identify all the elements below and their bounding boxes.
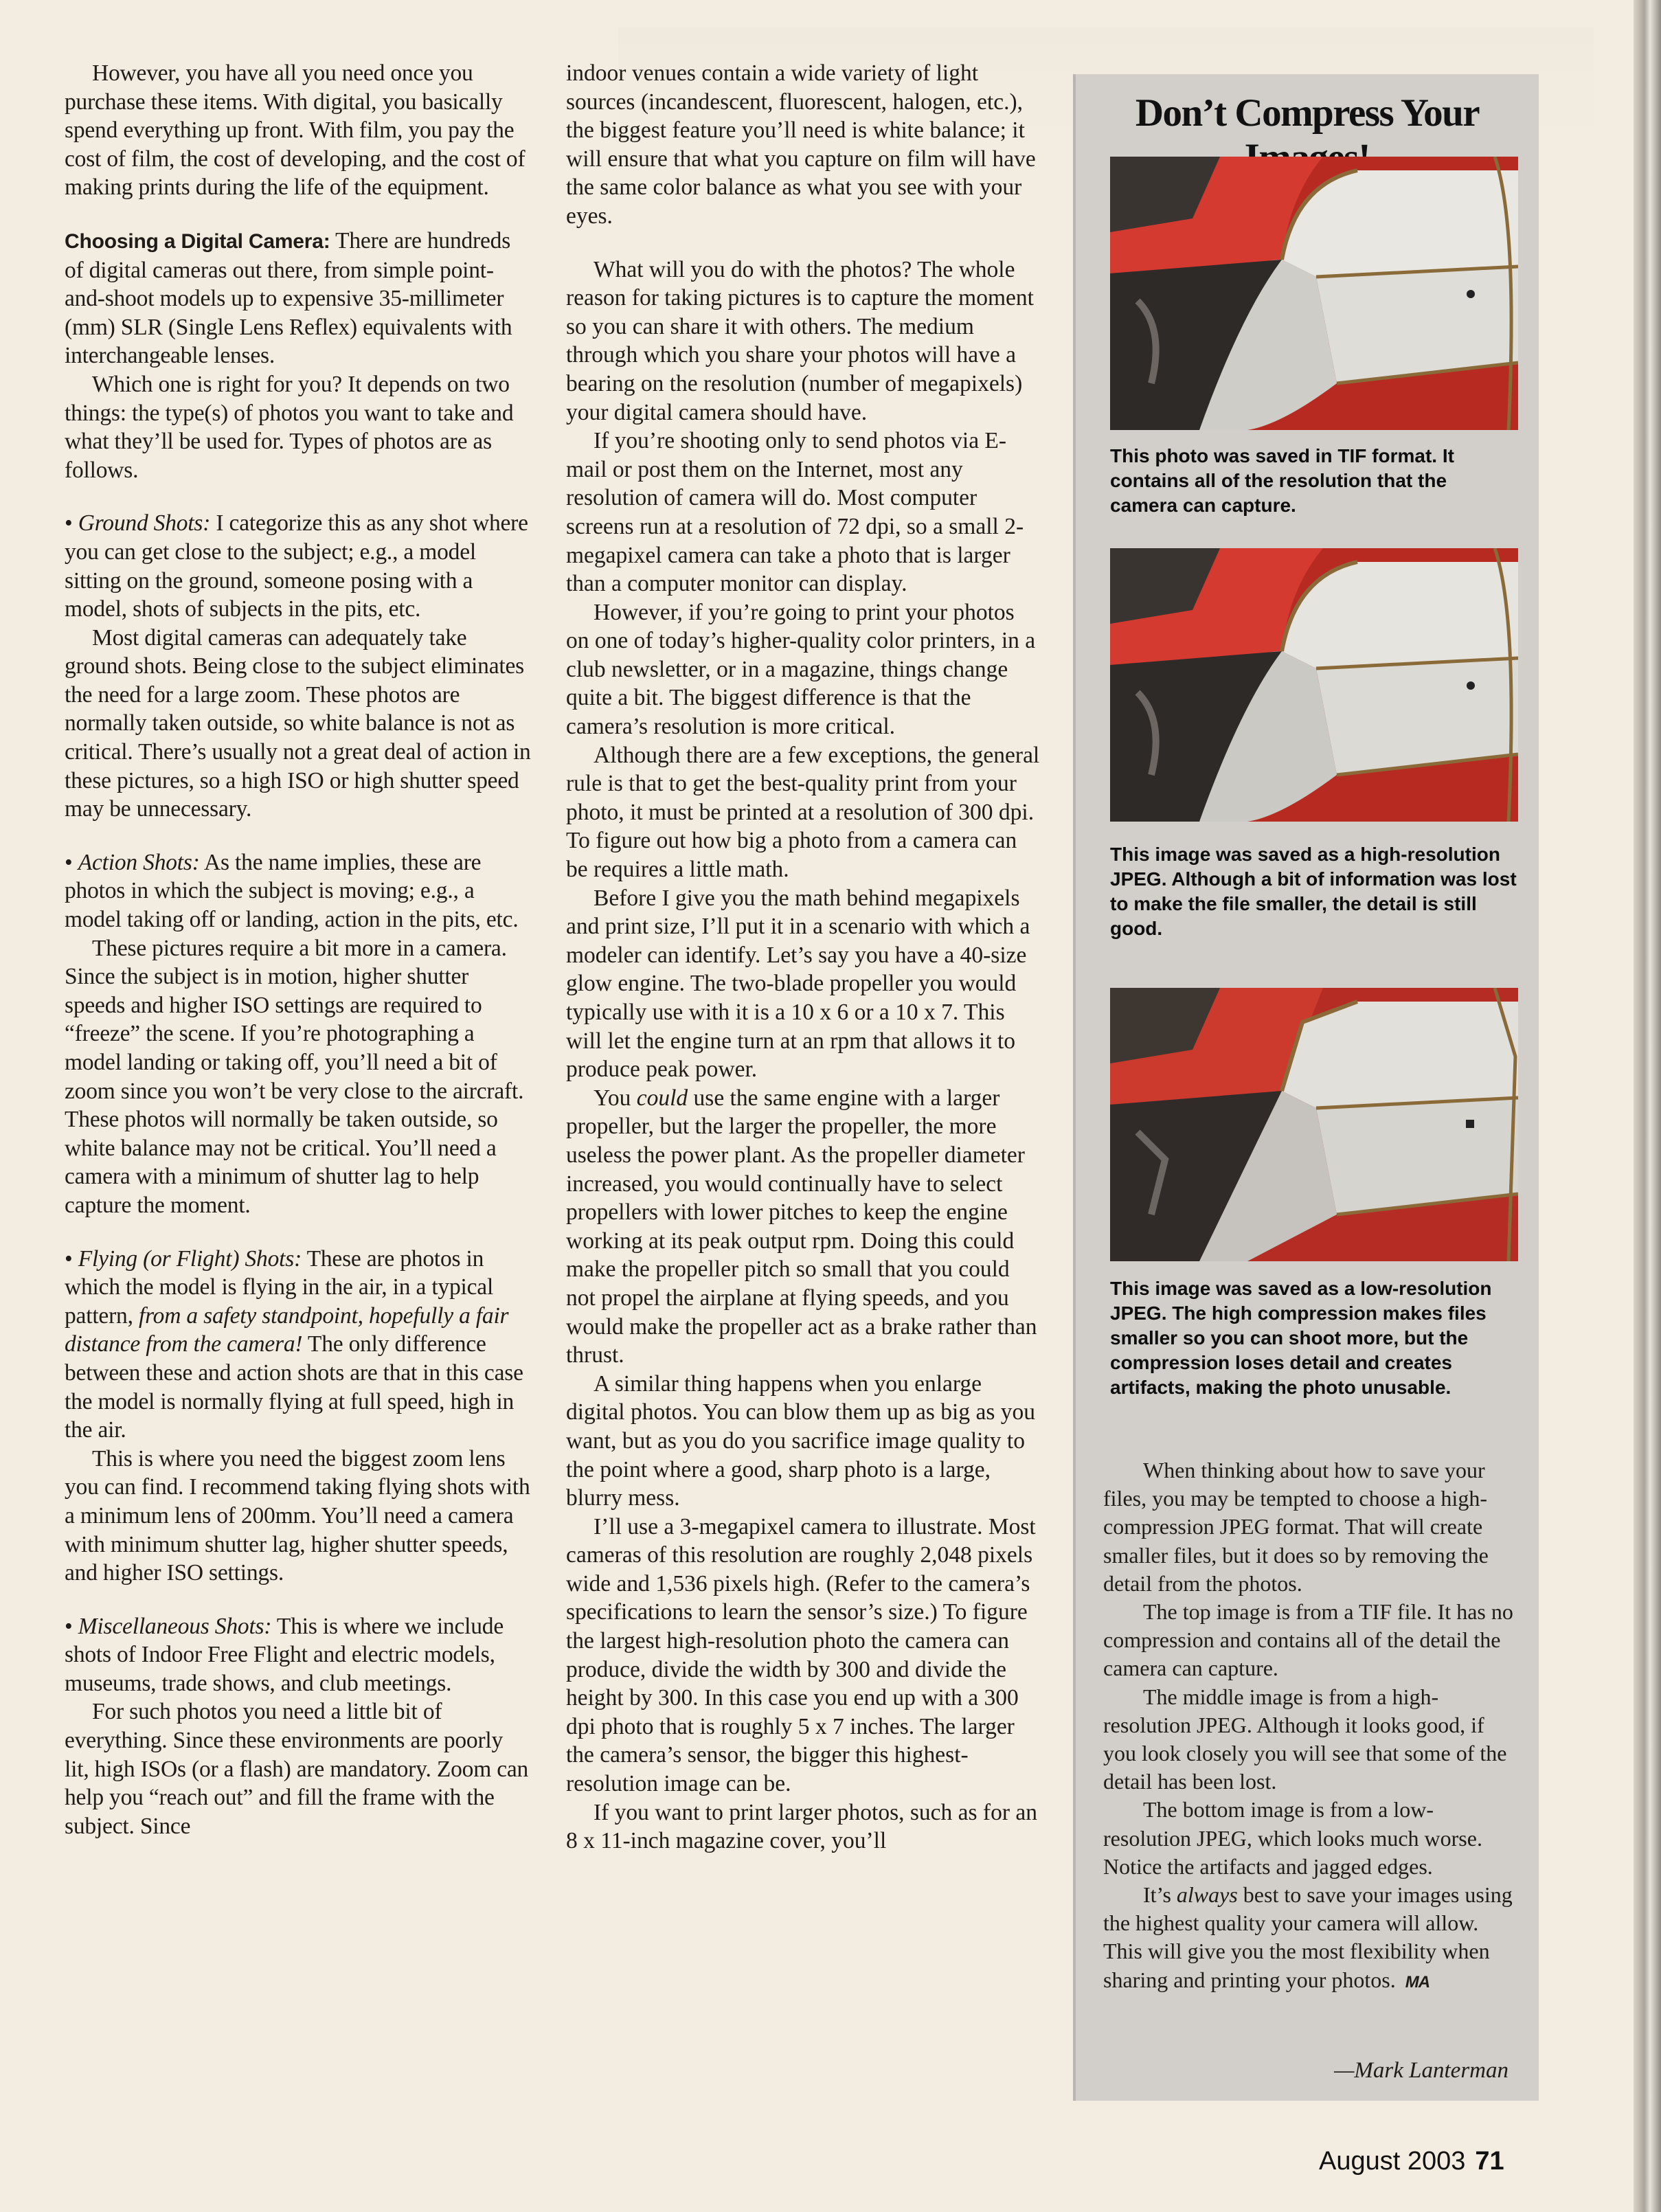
bullet-heading: Action Shots: (78, 849, 200, 875)
paragraph-text: The only difference between these and action shots are that in this case the model is normally flying at full speed, high in the air. (65, 1331, 523, 1443)
paragraph: The middle image is from a high-resolution JPEG. Although it looks good, if you look closely you will see that some of the detail has been lost. (1103, 1684, 1507, 1794)
author-byline: —Mark Lanterman (1334, 2058, 1509, 2083)
paragraph-could (566, 1084, 1040, 1370)
paragraph-text: It’s (1143, 1882, 1177, 1908)
paragraph-flying: • Flying (or Flight) Shots: These are photos in which the model is flying in the air, in a typical pattern, from a safety standpoint, hopefully a fair distance from the camera! The only difference between these and action shots are that in this case the model is normally flying at full speed, high in the air. (65, 1245, 523, 1443)
paragraph-text: This is where we include shots of Indoor Free Flight and electric models, museums, trade shows, and club meetings. (65, 1613, 504, 1696)
bullet-heading: Ground Shots: (78, 510, 211, 537)
paragraph-action: • Action Shots: As the name implies, these are photos in which the subject is moving; e.g., a model taking off or landing, action in the pits, etc. (65, 849, 519, 933)
photo-tif (1110, 157, 1518, 430)
paragraph: If you’re shooting only to send photos via E-mail or post them on the Internet, most any resolution of camera will do. Most computer screens run at a resolution of 72 dpi, so a small 2-megapixel camera can take a photo that is larger than a computer monitor can display. (566, 428, 1024, 597)
paragraph: Although there are a few exceptions, the general rule is that to get the best-quality print from your photo, it must be printed at a resolution of 300 dpi. To figure out how big a photo from a camera can be requires a little math. (566, 742, 1040, 883)
paragraph-text: As the name implies, these are photos in which the subject is moving; e.g., a model taking off or landing, action in the pits, etc. (65, 849, 519, 933)
issue-date: August 2003 (1319, 2147, 1466, 2176)
paragraph-italic: always (1176, 1882, 1238, 1908)
paragraph: When thinking about how to save your files, you may be tempted to choose a high-compression JPEG format. That will create smaller files, but it does so by removing the detail from the photos. (1103, 1458, 1489, 1596)
run-in-heading: Choosing a Digital Camera: (65, 229, 330, 253)
paragraph: Which one is right for you? It depends on two things: the type(s) of photos you want to take and what they’ll be used for. Types of photos are as follows. (65, 371, 514, 483)
paragraph: These pictures require a bit more in a camera. Since the subject is in motion, higher shutter speeds and higher ISO settings are required to “freeze” the scene. If you’re photographing a model landing or taking off, you’ll need a bit of zoom since you won’t be very close to the aircraft. These photos will normally be taken outside, so white balance may not be critical. You’ll need a camera with a minimum of shutter lag to help capture the moment. (65, 935, 524, 1218)
paragraph-always (1103, 1881, 1515, 1996)
sidebar-body (1103, 1456, 1515, 1996)
paragraph: However, if you’re going to print your photos on one of today’s higher-quality color printers, in a club newsletter, or in a magazine, things change quite a bit. The biggest difference is that the camera’s resolution is more critical. (566, 599, 1036, 740)
paragraph: Before I give you the math behind megapixels and print size, I’ll put it in a scenario with which a modeler can identify. Let’s say you have a 40-size glow engine. The two-blade propeller you would typically use with it is a 10 x 6 or a 10 x 7. This will let the engine turn at an rpm that allows it to produce peak power. (566, 885, 1030, 1083)
paragraph-text: best to save your images using the highest quality your camera will allow. This will give you the most flexibility when sharing and printing your photos. (1103, 1882, 1513, 1992)
paragraph-text: use the same engine with a larger propeller, but the larger the propeller, the more useless the power plant. As the propeller diameter increased, you would continually have to select propellers with lower pitches to keep the engine working at its peak output rpm. Doing this could make the propeller pitch so small that you could not propel the airplane at flying speeds, and you would make the propeller act as a brake rather than thrust. (566, 1085, 1037, 1368)
paragraph: Most digital cameras can adequately take ground shots. Being close to the subject eliminates the need for a large zoom. These photos are normally taken outside, so white balance is not as critical. There’s usually not a great deal of action in these pictures, so a high ISO or high shutter speed may be unnecessary. (65, 624, 531, 822)
left-column (65, 59, 532, 1840)
middle-column (566, 59, 1040, 1855)
paragraph: This is where you need the biggest zoom lens you can find. I recommend taking flying shots with a minimum lens of 200mm. You’ll need a camera with minimum shutter lag, higher shutter speeds, and higher ISO settings. (65, 1445, 530, 1586)
paragraph-text: These are photos in which the model is flying in the air, in a typical pattern, (65, 1245, 494, 1329)
bullet-heading: Flying (or Flight) Shots: (78, 1245, 302, 1272)
paragraph: If you want to print larger photos, such as for an 8 x 11-inch magazine cover, you’ll (566, 1799, 1037, 1854)
paragraph-italic: from a safety standpoint, hopefully a fair distance from the camera! (65, 1302, 509, 1357)
page-footer (1319, 2147, 1504, 2176)
sidebar-box (1073, 74, 1539, 2101)
photo-jpeg-high (1110, 548, 1518, 822)
ma-end-mark: MA (1405, 1972, 1430, 1991)
engine-photo-jpeg-high (1110, 548, 1518, 822)
paragraph: A similar thing happens when you enlarge digital photos. You can blow them up as big as you want, but as you do you sacrifice image quality to the point where a good, sharp photo is a large, blurry mess. (566, 1370, 1036, 1511)
sidebar-title: Don’t Compress Your (1135, 91, 1480, 135)
paragraph: The bottom image is from a low-resolution JPEG, which looks much worse. Notice the artifacts and jagged edges. (1103, 1797, 1482, 1879)
paragraph-choosing (65, 227, 532, 370)
paragraph: The top image is from a TIF file. It has no compression and contains all of the detail the camera can capture. (1103, 1599, 1513, 1681)
paragraph-text: There are hundreds of digital cameras out there, from simple point-and-shoot models up to expensive 35-millimeter (mm) SLR (Single Lens Reflex) equivalents with interchangeable lenses. (65, 227, 512, 369)
caption-jpeg-low: This image was saved as a low-resolution JPEG. The high compression makes files smaller so you can shoot more, but the compression loses detail and creates artifacts, making the photo unusable. (1110, 1278, 1492, 1398)
paragraph-italic: could (636, 1085, 688, 1111)
photo-jpeg-low (1110, 988, 1518, 1261)
caption-jpeg-high: This image was saved as a high-resolution JPEG. Although a bit of information was lost to make the file smaller, the detail is still good. (1110, 844, 1517, 939)
paragraph: What will you do with the photos? The whole reason for taking pictures is to capture the moment so you can share it with others. The medium through which you share your photos will have a bearing on the resolution (number of megapixels) your digital camera should have. (566, 256, 1034, 425)
caption-tif: This photo was saved in TIF format. It contains all of the resolution that the camera can capture. (1110, 445, 1454, 516)
page-number: 71 (1475, 2147, 1504, 2176)
paragraph-misc: • Miscellaneous Shots: This is where we include shots of Indoor Free Flight and electric models, museums, trade shows, and club meetings. (65, 1613, 504, 1696)
paragraph: indoor venues contain a wide variety of light sources (incandescent, fluorescent, halogen, etc.), the biggest feature you’ll need is white balance; it will ensure that what you capture on film will have the same color balance as what you see with your eyes. (566, 60, 1036, 229)
page-edge (1634, 0, 1661, 2212)
paragraph-text: You (594, 1085, 637, 1111)
engine-photo-jpeg-low (1110, 988, 1518, 1261)
paragraph-text: I categorize this as any shot where you can get close to the subject; e.g., a model sitting on the ground, someone posing with a model, shots of subjects in the pits, etc. (65, 510, 528, 622)
engine-photo-tif (1110, 157, 1518, 430)
bullet-heading: Miscellaneous Shots: (78, 1613, 272, 1639)
paragraph: For such photos you need a little bit of everything. Since these environments are poorly lit, high ISOs (or a flash) are mandatory. Zoom can help you “reach out” and fill the frame with the subject. Since (65, 1699, 529, 1839)
paragraph: I’ll use a 3-megapixel camera to illustrate. Most cameras of this resolution are roughly 2,048 pixels wide and 1,536 pixels high. (Refer to the camera’s specifications to learn the sensor’s size.) To figure the largest high-resolution photo the camera can produce, divide the width by 300 and divide the height by 300. In this case you end up with a 300 dpi photo that is roughly 5 x 7 inches. The larger the camera’s sensor, the bigger this highest-resolution image can be. (566, 1513, 1036, 1797)
paragraph-ground: • Ground Shots: I categorize this as any shot where you can get close to the subject; e.g., a model sitting on the ground, someone posing with a model, shots of subjects in the pits, etc. (65, 510, 528, 622)
paragraph: However, you have all you need once you purchase these items. With digital, you basically spend everything up front. With film, you pay the cost of film, the cost of developing, and the cost of making prints during the life of the equipment. (65, 60, 526, 201)
